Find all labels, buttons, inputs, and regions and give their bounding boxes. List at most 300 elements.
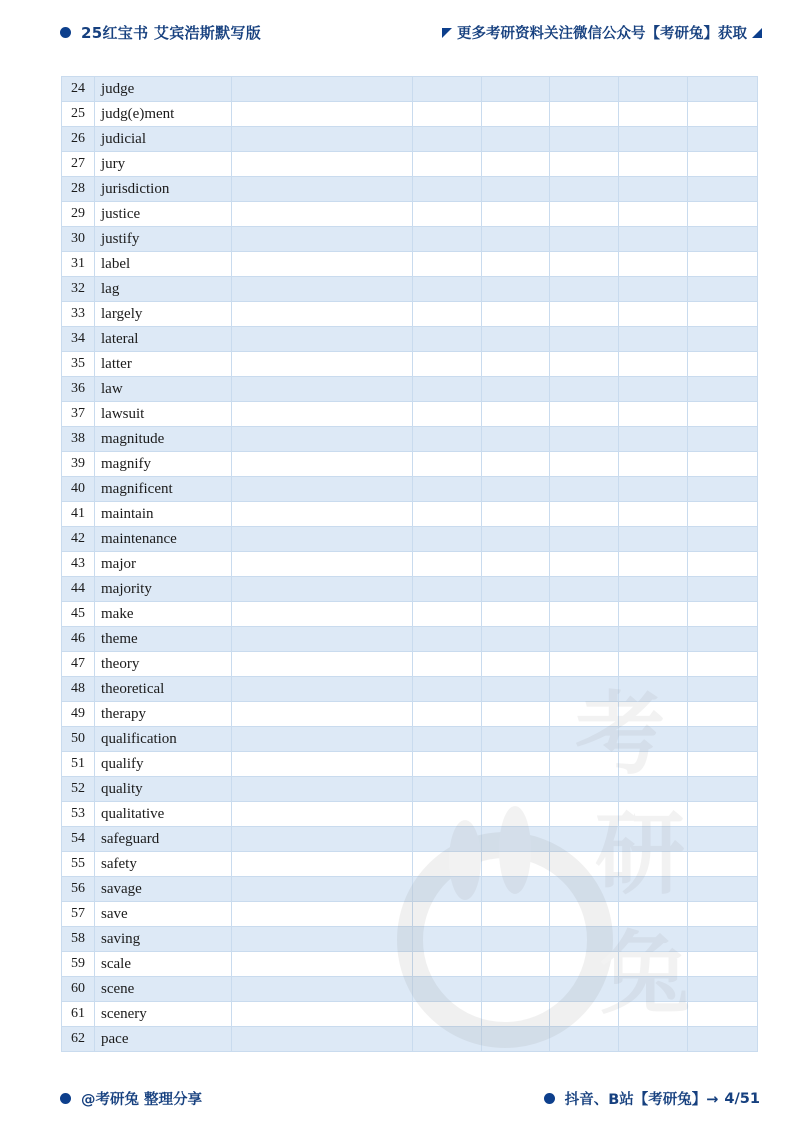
blank-answer-cell[interactable] [619,677,688,702]
blank-answer-cell[interactable] [688,952,758,977]
blank-answer-cell[interactable] [413,352,482,377]
blank-answer-cell[interactable] [482,427,550,452]
blank-answer-cell[interactable] [413,802,482,827]
blank-answer-cell[interactable] [413,427,482,452]
blank-answer-cell[interactable] [232,1027,413,1052]
blank-answer-cell[interactable] [550,127,619,152]
blank-answer-cell[interactable] [413,152,482,177]
blank-answer-cell[interactable] [688,877,758,902]
blank-answer-cell[interactable] [619,227,688,252]
blank-answer-cell[interactable] [482,277,550,302]
blank-answer-cell[interactable] [413,302,482,327]
blank-answer-cell[interactable] [482,752,550,777]
blank-answer-cell[interactable] [482,1027,550,1052]
blank-answer-cell[interactable] [619,927,688,952]
blank-answer-cell[interactable] [688,227,758,252]
blank-answer-cell[interactable] [550,477,619,502]
vocab-word: make [95,602,232,627]
vocab-word: qualitative [95,802,232,827]
blank-answer-cell[interactable] [482,227,550,252]
blank-answer-cell[interactable] [619,977,688,1002]
blank-answer-cell[interactable] [550,252,619,277]
blank-answer-cell[interactable] [550,877,619,902]
blank-answer-cell[interactable] [482,627,550,652]
blank-answer-cell[interactable] [619,352,688,377]
vocab-word: scenery [95,1002,232,1027]
blank-answer-cell[interactable] [550,227,619,252]
blank-answer-cell[interactable] [413,752,482,777]
blank-answer-cell[interactable] [688,102,758,127]
blank-answer-cell[interactable] [482,802,550,827]
blank-answer-cell[interactable] [413,702,482,727]
blank-answer-cell[interactable] [688,527,758,552]
blank-answer-cell[interactable] [413,877,482,902]
row-number: 51 [62,752,95,777]
blank-answer-cell[interactable] [232,502,413,527]
blank-answer-cell[interactable] [482,927,550,952]
blank-answer-cell[interactable] [482,402,550,427]
blank-answer-cell[interactable] [619,402,688,427]
blank-answer-cell[interactable] [413,452,482,477]
table-row [62,652,758,677]
blank-answer-cell[interactable] [232,527,413,552]
blank-answer-cell[interactable] [413,277,482,302]
blank-answer-cell[interactable] [413,952,482,977]
blank-answer-cell[interactable] [550,527,619,552]
blank-answer-cell[interactable] [232,102,413,127]
blank-answer-cell[interactable] [550,752,619,777]
blank-answer-cell[interactable] [232,877,413,902]
blank-answer-cell[interactable] [482,252,550,277]
blank-answer-cell[interactable] [413,677,482,702]
blank-answer-cell[interactable] [550,852,619,877]
blank-answer-cell[interactable] [550,352,619,377]
blank-answer-cell[interactable] [550,702,619,727]
blank-answer-cell[interactable] [619,627,688,652]
table-row [62,1002,758,1027]
blank-answer-cell[interactable] [413,777,482,802]
blank-answer-cell[interactable] [550,902,619,927]
blank-answer-cell[interactable] [688,927,758,952]
blank-answer-cell[interactable] [550,427,619,452]
blank-answer-cell[interactable] [232,902,413,927]
table-row [62,952,758,977]
blank-answer-cell[interactable] [688,402,758,427]
vocab-word: safeguard [95,827,232,852]
blank-answer-cell[interactable] [688,1002,758,1027]
blank-answer-cell[interactable] [482,977,550,1002]
blank-answer-cell[interactable] [413,202,482,227]
blank-answer-cell[interactable] [482,777,550,802]
vocab-word: quality [95,777,232,802]
blank-answer-cell[interactable] [413,527,482,552]
row-number: 34 [62,327,95,352]
blank-answer-cell[interactable] [619,252,688,277]
blank-answer-cell[interactable] [619,1027,688,1052]
blank-answer-cell[interactable] [619,177,688,202]
table-row [62,802,758,827]
blank-answer-cell[interactable] [619,302,688,327]
blank-answer-cell[interactable] [550,327,619,352]
blank-answer-cell[interactable] [232,752,413,777]
blank-answer-cell[interactable] [619,727,688,752]
blank-answer-cell[interactable] [688,752,758,777]
blank-answer-cell[interactable] [550,727,619,752]
blank-answer-cell[interactable] [688,802,758,827]
blank-answer-cell[interactable] [619,127,688,152]
blank-answer-cell[interactable] [619,777,688,802]
blank-answer-cell[interactable] [413,327,482,352]
blank-answer-cell[interactable] [482,527,550,552]
blank-answer-cell[interactable] [550,952,619,977]
vocab-word: scale [95,952,232,977]
blank-answer-cell[interactable] [688,502,758,527]
row-number: 53 [62,802,95,827]
blank-answer-cell[interactable] [550,102,619,127]
blank-answer-cell[interactable] [550,202,619,227]
blank-answer-cell[interactable] [619,827,688,852]
blank-answer-cell[interactable] [232,252,413,277]
blank-answer-cell[interactable] [413,177,482,202]
blank-answer-cell[interactable] [550,302,619,327]
blank-answer-cell[interactable] [550,402,619,427]
blank-answer-cell[interactable] [550,452,619,477]
blank-answer-cell[interactable] [688,677,758,702]
row-number: 33 [62,302,95,327]
table-row [62,152,758,177]
blank-answer-cell[interactable] [232,277,413,302]
blank-answer-cell[interactable] [688,252,758,277]
blank-answer-cell[interactable] [619,577,688,602]
row-number: 31 [62,252,95,277]
blank-answer-cell[interactable] [232,952,413,977]
blank-answer-cell[interactable] [482,302,550,327]
blank-answer-cell[interactable] [550,277,619,302]
blank-answer-cell[interactable] [413,552,482,577]
blank-answer-cell[interactable] [688,727,758,752]
blank-answer-cell[interactable] [619,152,688,177]
blank-answer-cell[interactable] [413,1002,482,1027]
blank-answer-cell[interactable] [413,477,482,502]
table-row [62,527,758,552]
vocab-word: major [95,552,232,577]
blank-answer-cell[interactable] [688,477,758,502]
blank-answer-cell[interactable] [688,827,758,852]
blank-answer-cell[interactable] [688,777,758,802]
table-row [62,277,758,302]
blank-answer-cell[interactable] [688,627,758,652]
blank-answer-cell[interactable] [688,77,758,102]
blank-answer-cell[interactable] [482,727,550,752]
bullet-dot-icon [544,1093,555,1104]
blank-answer-cell[interactable] [413,652,482,677]
blank-answer-cell[interactable] [688,702,758,727]
blank-answer-cell[interactable] [482,1002,550,1027]
table-row [62,177,758,202]
blank-answer-cell[interactable] [550,927,619,952]
vocab-word: judge [95,77,232,102]
blank-answer-cell[interactable] [619,877,688,902]
blank-answer-cell[interactable] [619,377,688,402]
vocab-word: jurisdiction [95,177,232,202]
table-row [62,1027,758,1052]
blank-answer-cell[interactable] [482,327,550,352]
blank-answer-cell[interactable] [482,127,550,152]
blank-answer-cell[interactable] [413,827,482,852]
row-number: 62 [62,1027,95,1052]
blank-answer-cell[interactable] [482,877,550,902]
table-row [62,752,758,777]
blank-answer-cell[interactable] [619,527,688,552]
blank-answer-cell[interactable] [232,977,413,1002]
blank-answer-cell[interactable] [413,227,482,252]
blank-answer-cell[interactable] [232,677,413,702]
row-number: 49 [62,702,95,727]
blank-answer-cell[interactable] [482,852,550,877]
blank-answer-cell[interactable] [232,702,413,727]
row-number: 30 [62,227,95,252]
blank-answer-cell[interactable] [619,452,688,477]
blank-answer-cell[interactable] [688,202,758,227]
blank-answer-cell[interactable] [482,552,550,577]
blank-answer-cell[interactable] [232,1002,413,1027]
blank-answer-cell[interactable] [688,1027,758,1052]
blank-answer-cell[interactable] [619,802,688,827]
blank-answer-cell[interactable] [550,577,619,602]
blank-answer-cell[interactable] [619,752,688,777]
blank-answer-cell[interactable] [413,1027,482,1052]
blank-answer-cell[interactable] [619,852,688,877]
blank-answer-cell[interactable] [550,502,619,527]
table-row [62,327,758,352]
blank-answer-cell[interactable] [232,602,413,627]
blank-answer-cell[interactable] [232,802,413,827]
blank-answer-cell[interactable] [550,777,619,802]
row-number: 27 [62,152,95,177]
blank-answer-cell[interactable] [232,927,413,952]
blank-answer-cell[interactable] [550,977,619,1002]
vocab-word: lag [95,277,232,302]
table-row [62,427,758,452]
blank-answer-cell[interactable] [232,777,413,802]
blank-answer-cell[interactable] [550,377,619,402]
blank-answer-cell[interactable] [413,727,482,752]
blank-answer-cell[interactable] [413,902,482,927]
blank-answer-cell[interactable] [482,902,550,927]
blank-answer-cell[interactable] [232,127,413,152]
blank-answer-cell[interactable] [413,977,482,1002]
blank-answer-cell[interactable] [413,602,482,627]
blank-answer-cell[interactable] [482,177,550,202]
blank-answer-cell[interactable] [619,77,688,102]
vocab-word: magnificent [95,477,232,502]
blank-answer-cell[interactable] [413,252,482,277]
blank-answer-cell[interactable] [619,602,688,627]
table-row [62,602,758,627]
blank-answer-cell[interactable] [413,627,482,652]
blank-answer-cell[interactable] [688,602,758,627]
book-title: 25红宝书 艾宾浩斯默写版 [81,24,261,42]
blank-answer-cell[interactable] [550,152,619,177]
row-number: 38 [62,427,95,452]
blank-answer-cell[interactable] [232,77,413,102]
blank-answer-cell[interactable] [482,152,550,177]
blank-answer-cell[interactable] [232,327,413,352]
blank-answer-cell[interactable] [550,1027,619,1052]
vocab-word: jury [95,152,232,177]
blank-answer-cell[interactable] [550,77,619,102]
blank-answer-cell[interactable] [688,902,758,927]
row-number: 25 [62,102,95,127]
blank-answer-cell[interactable] [550,1002,619,1027]
blank-answer-cell[interactable] [232,652,413,677]
row-number: 52 [62,777,95,802]
blank-answer-cell[interactable] [550,802,619,827]
blank-answer-cell[interactable] [482,477,550,502]
blank-answer-cell[interactable] [413,127,482,152]
blank-answer-cell[interactable] [688,327,758,352]
blank-answer-cell[interactable] [482,502,550,527]
vocab-word: saving [95,927,232,952]
blank-answer-cell[interactable] [688,652,758,677]
blank-answer-cell[interactable] [619,952,688,977]
table-row [62,102,758,127]
table-row [62,502,758,527]
blank-answer-cell[interactable] [619,427,688,452]
blank-answer-cell[interactable] [688,352,758,377]
table-row [62,577,758,602]
blank-answer-cell[interactable] [482,102,550,127]
table-row [62,852,758,877]
blank-answer-cell[interactable] [232,627,413,652]
blank-answer-cell[interactable] [413,77,482,102]
blank-answer-cell[interactable] [232,352,413,377]
blank-answer-cell[interactable] [550,677,619,702]
blank-answer-cell[interactable] [413,377,482,402]
row-number: 37 [62,402,95,427]
blank-answer-cell[interactable] [482,827,550,852]
blank-answer-cell[interactable] [482,452,550,477]
blank-answer-cell[interactable] [232,377,413,402]
blank-answer-cell[interactable] [232,202,413,227]
blank-answer-cell[interactable] [550,652,619,677]
blank-answer-cell[interactable] [232,227,413,252]
vocab-word: majority [95,577,232,602]
blank-answer-cell[interactable] [688,277,758,302]
blank-answer-cell[interactable] [232,452,413,477]
vocab-word: theme [95,627,232,652]
blank-answer-cell[interactable] [482,577,550,602]
vocab-word: pace [95,1027,232,1052]
blank-answer-cell[interactable] [413,927,482,952]
blank-answer-cell[interactable] [482,952,550,977]
blank-answer-cell[interactable] [619,702,688,727]
blank-answer-cell[interactable] [232,852,413,877]
blank-answer-cell[interactable] [688,427,758,452]
blank-answer-cell[interactable] [550,552,619,577]
blank-answer-cell[interactable] [550,602,619,627]
blank-answer-cell[interactable] [482,677,550,702]
blank-answer-cell[interactable] [619,477,688,502]
row-number: 36 [62,377,95,402]
blank-answer-cell[interactable] [619,652,688,677]
blank-answer-cell[interactable] [619,277,688,302]
blank-answer-cell[interactable] [619,102,688,127]
blank-answer-cell[interactable] [688,377,758,402]
row-number: 24 [62,77,95,102]
blank-answer-cell[interactable] [482,652,550,677]
vocab-word: qualification [95,727,232,752]
blank-answer-cell[interactable] [232,152,413,177]
blank-answer-cell[interactable] [619,902,688,927]
blank-answer-cell[interactable] [482,377,550,402]
blank-answer-cell[interactable] [413,577,482,602]
blank-answer-cell[interactable] [688,552,758,577]
blank-answer-cell[interactable] [232,177,413,202]
blank-answer-cell[interactable] [688,152,758,177]
blank-answer-cell[interactable] [232,427,413,452]
blank-answer-cell[interactable] [232,302,413,327]
blank-answer-cell[interactable] [619,502,688,527]
table-row [62,627,758,652]
blank-answer-cell[interactable] [688,302,758,327]
blank-answer-cell[interactable] [413,402,482,427]
row-number: 47 [62,652,95,677]
blank-answer-cell[interactable] [688,577,758,602]
blank-answer-cell[interactable] [232,577,413,602]
blank-answer-cell[interactable] [413,852,482,877]
table-row [62,402,758,427]
row-number: 28 [62,177,95,202]
blank-answer-cell[interactable] [482,702,550,727]
blank-answer-cell[interactable] [482,352,550,377]
row-number: 58 [62,927,95,952]
blank-answer-cell[interactable] [688,452,758,477]
blank-answer-cell[interactable] [232,727,413,752]
table-row [62,352,758,377]
table-row [62,452,758,477]
table-row [62,827,758,852]
blank-answer-cell[interactable] [232,477,413,502]
table-row [62,977,758,1002]
blank-answer-cell[interactable] [482,77,550,102]
blank-answer-cell[interactable] [619,1002,688,1027]
blank-answer-cell[interactable] [688,852,758,877]
blank-answer-cell[interactable] [482,602,550,627]
blank-answer-cell[interactable] [619,552,688,577]
blank-answer-cell[interactable] [688,977,758,1002]
blank-answer-cell[interactable] [688,127,758,152]
blank-answer-cell[interactable] [688,177,758,202]
row-number: 40 [62,477,95,502]
blank-answer-cell[interactable] [413,102,482,127]
vocab-word: savage [95,877,232,902]
blank-answer-cell[interactable] [482,202,550,227]
blank-answer-cell[interactable] [413,502,482,527]
vocab-word: largely [95,302,232,327]
blank-answer-cell[interactable] [550,177,619,202]
vocab-word: judg(e)ment [95,102,232,127]
blank-answer-cell[interactable] [232,402,413,427]
blank-answer-cell[interactable] [232,827,413,852]
blank-answer-cell[interactable] [550,627,619,652]
blank-answer-cell[interactable] [619,327,688,352]
vocab-word: label [95,252,232,277]
vocab-word: law [95,377,232,402]
blank-answer-cell[interactable] [232,552,413,577]
blank-answer-cell[interactable] [619,202,688,227]
blank-answer-cell[interactable] [550,827,619,852]
